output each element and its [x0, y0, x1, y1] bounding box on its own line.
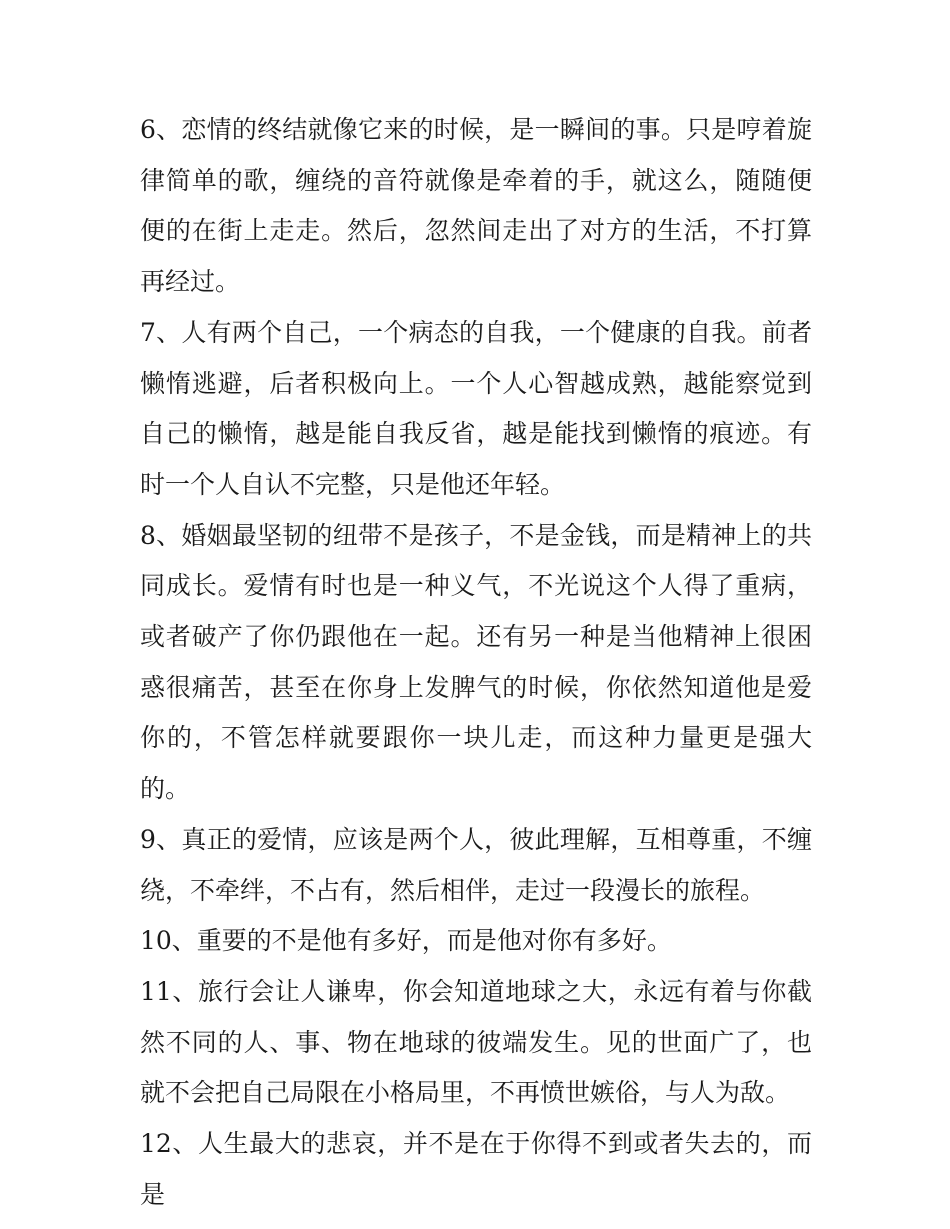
- paragraph-11: 11、旅行会让人谦卑，你会知道地球之大，永远有着与你截然不同的人、事、物在地球的彼端发生。见的世面广了，也就不会把自己局限在小格局里，不再愤世嫉俗，与人为敌。: [140, 976, 812, 1108]
- paragraph-8: 8、婚姻最坚韧的纽带不是孩子，不是金钱，而是精神上的共同成长。爱情有时也是一种义气，不光说这个人得了重病，或者破产了你仍跟他在一起。还有另一种是当他精神上很困惑很痛苦，甚至在你身上发脾气的时候，你依然知道他是爱你的，不管怎样就要跟你一块儿走，而这种力量更是强大的。: [140, 520, 812, 804]
- paragraph-6: 6、恋情的终结就像它来的时候，是一瞬间的事。只是哼着旋律简单的歌，缠绕的音符就像是牵着的手，就这么，随随便便的在街上走走。然后，忽然间走出了对方的生活，不打算再经过。: [140, 115, 812, 297]
- document-body: [140, 105, 812, 1220]
- paragraph-9: 9、真正的爱情，应该是两个人，彼此理解，互相尊重，不缠绕，不牵绊，不占有，然后相伴，走过一段漫长的旅程。: [140, 824, 812, 905]
- paragraph-10: 10、重要的不是他有多好，而是他对你有多好。: [140, 926, 672, 956]
- paragraph-7: 7、人有两个自己，一个病态的自我，一个健康的自我。前者懒惰逃避，后者积极向上。一个人心智越成熟，越能察觉到自己的懒惰，越是能自我反省，越是能找到懒惰的痕迹。有时一个人自认不完整，只是他还年轻。: [140, 317, 812, 499]
- paragraph-12: 12、人生最大的悲哀，并不是在于你得不到或者失去的，而是: [140, 1129, 812, 1209]
